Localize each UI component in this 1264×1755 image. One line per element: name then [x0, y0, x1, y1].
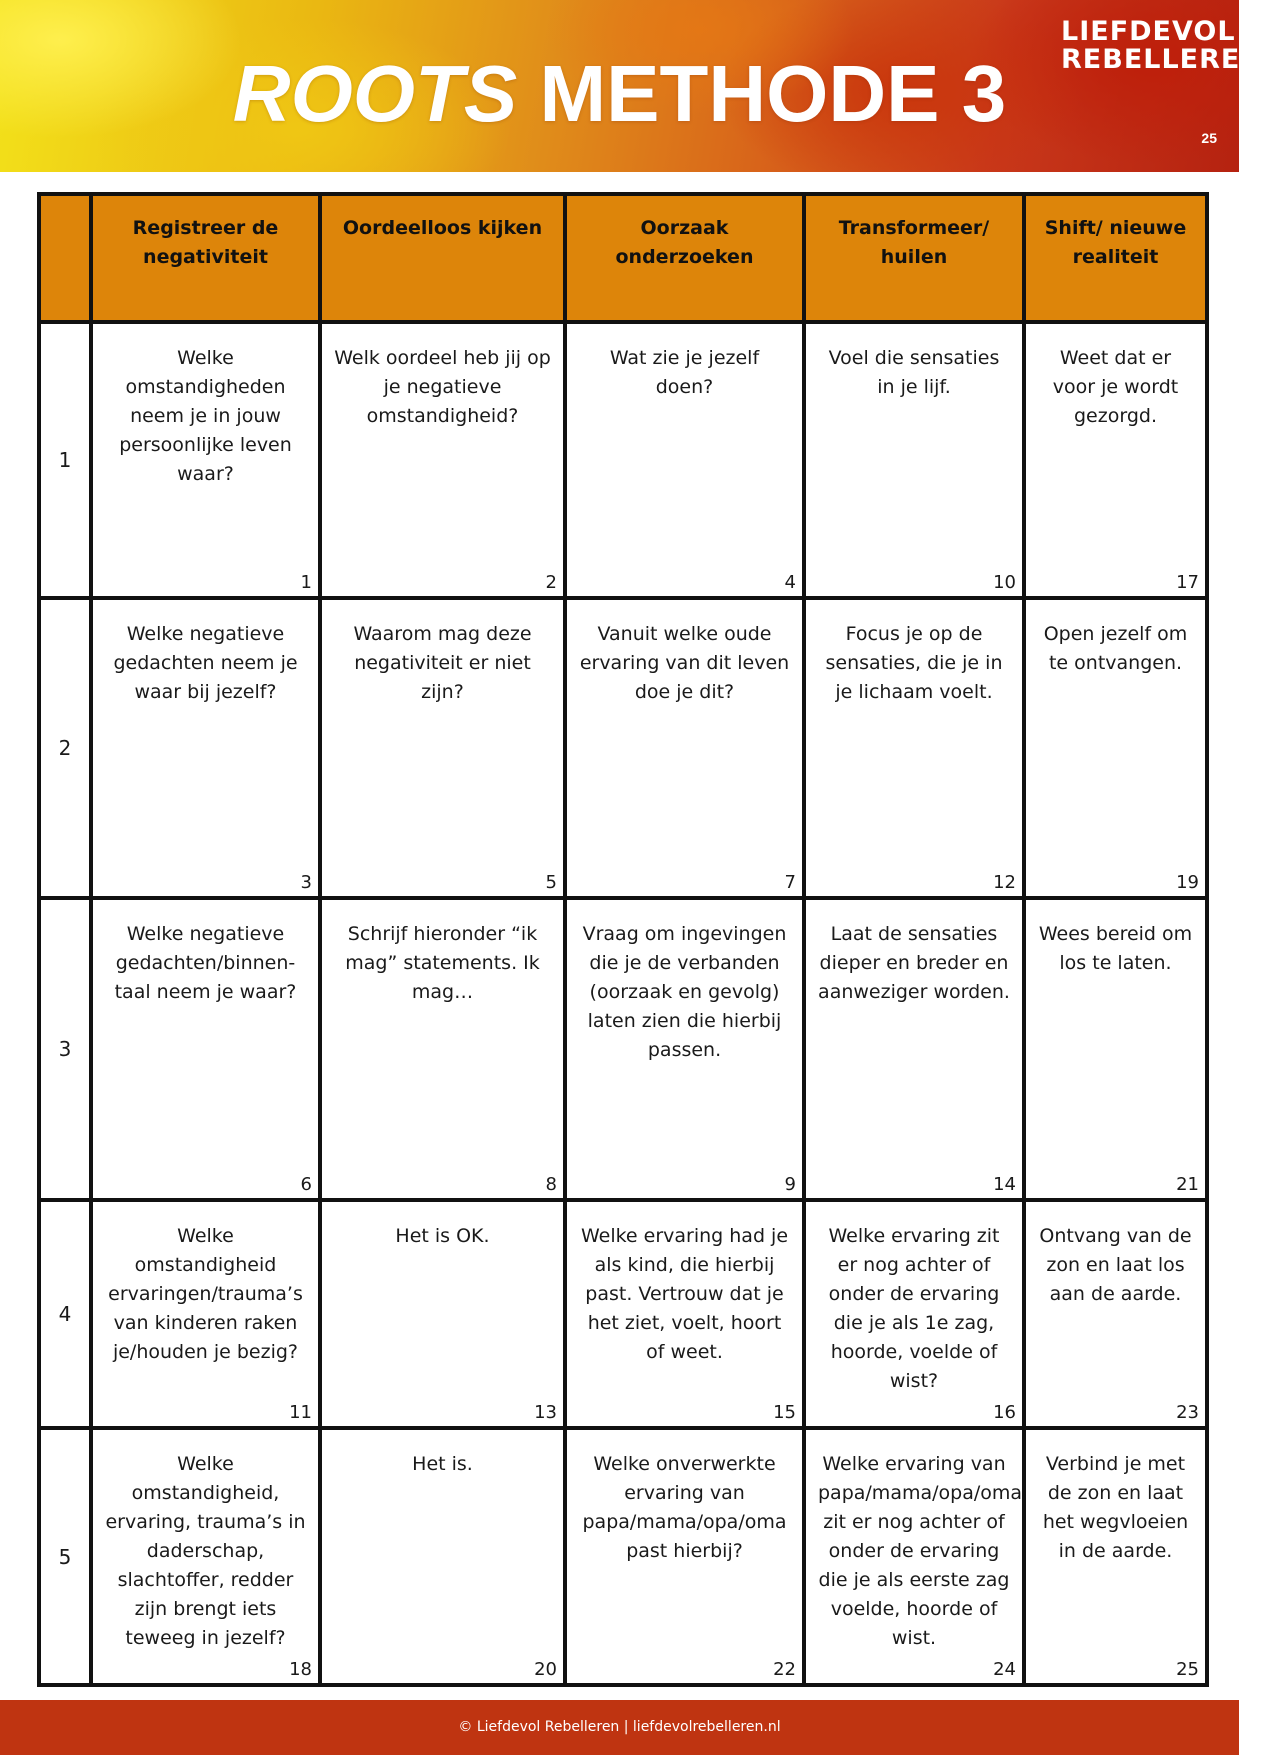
table-cell — [320, 322, 565, 598]
header-banner — [0, 0, 1264, 172]
cell-step-number: 1 — [300, 572, 312, 593]
cell-step-number: 4 — [784, 572, 796, 593]
cell-question: Focus je op de sensaties, die je in je lichaam voelt. — [825, 623, 1003, 703]
cell-step-number: 25 — [1176, 1659, 1199, 1680]
cell-step-number: 13 — [534, 1402, 557, 1423]
cell-question: Ontvang van de zon en laat los aan de aarde. — [1039, 1225, 1192, 1305]
table-cell — [804, 322, 1024, 598]
method-table — [37, 192, 1209, 1687]
page-title-italic: ROOTS — [232, 49, 518, 138]
cell-question: Het is OK. — [395, 1225, 490, 1247]
table-cell — [320, 598, 565, 898]
row-label: 3 — [39, 898, 91, 1200]
cell-step-number: 14 — [993, 1174, 1016, 1195]
cell-step-number: 3 — [300, 872, 312, 893]
table-cell — [1024, 598, 1207, 898]
cell-question: Wees bereid om los te laten. — [1038, 923, 1193, 974]
table-cell — [91, 1200, 320, 1428]
cell-step-number: 18 — [289, 1659, 312, 1680]
cell-question: Welk oordeel heb jij op je negatieve omstandigheid? — [334, 347, 551, 427]
cell-question: Welke ervaring van papa/mama/opa/oma zit er nog achter of onder de ervaring die je als eerste zag voelde, hoorde of wist. — [818, 1453, 1023, 1649]
table-cell — [804, 898, 1024, 1200]
table-cell — [1024, 898, 1207, 1200]
table-cell — [804, 1428, 1024, 1685]
cell-question: Welke omstandigheid ervaringen/trauma’s van kinderen raken je/houden je bezig? — [108, 1225, 303, 1363]
cell-question: Laat de sensaties dieper en breder en aanweziger worden. — [818, 923, 1010, 1003]
cell-step-number: 5 — [545, 872, 557, 893]
cell-step-number: 17 — [1176, 572, 1199, 593]
table-cell — [565, 898, 804, 1200]
page-number: 25 — [1201, 130, 1217, 146]
table-cell — [91, 598, 320, 898]
page-title — [0, 44, 1264, 142]
cell-question: Waarom mag deze negativiteit er niet zijn? — [353, 623, 532, 703]
cell-question: Welke onverwerkte ervaring van papa/mama/opa/oma past hierbij? — [582, 1453, 787, 1562]
cell-question: Weet dat er voor je wordt gezorgd. — [1052, 347, 1179, 427]
table-row — [39, 1428, 1207, 1685]
table-row — [39, 598, 1207, 898]
cell-step-number: 15 — [773, 1402, 796, 1423]
row-label: 4 — [39, 1200, 91, 1428]
table-cell — [320, 1428, 565, 1685]
table-cell — [565, 598, 804, 898]
cell-step-number: 9 — [784, 1174, 796, 1195]
cell-question: Schrijf hieronder “ik mag” statements. Ik mag… — [345, 923, 540, 1003]
table-cell — [1024, 1428, 1207, 1685]
column-header-transformeer: Transformeer/ huilen — [804, 194, 1024, 322]
cell-question: Welke negatieve gedachten/binnen-taal neem je waar? — [114, 923, 297, 1003]
table-cell — [565, 322, 804, 598]
table-cell — [1024, 322, 1207, 598]
column-header-oorzaak: Oorzaak onderzoeken — [565, 194, 804, 322]
table-cell — [565, 1200, 804, 1428]
brand-line-1: LIEFDEVOL — [1061, 16, 1236, 47]
table-cell — [804, 1200, 1024, 1428]
table-cell — [320, 1200, 565, 1428]
cell-question: Welke ervaring zit er nog achter of onder de ervaring die je als 1e zag, hoorde, voelde of wist? — [828, 1225, 1000, 1392]
table-cell — [565, 1428, 804, 1685]
column-header-corner — [39, 194, 91, 322]
table-cell — [1024, 1200, 1207, 1428]
row-label: 2 — [39, 598, 91, 898]
table-row — [39, 898, 1207, 1200]
cell-step-number: 21 — [1176, 1174, 1199, 1195]
cell-step-number: 10 — [993, 572, 1016, 593]
column-header-registreer: Registreer de negativiteit — [91, 194, 320, 322]
row-label: 1 — [39, 322, 91, 598]
cell-question: Het is. — [412, 1453, 473, 1475]
footer-text: © Liefdevol Rebelleren | liefdevolrebelleren.nl — [458, 1719, 781, 1735]
cell-step-number: 23 — [1176, 1402, 1199, 1423]
cell-step-number: 16 — [993, 1402, 1016, 1423]
cell-step-number: 24 — [993, 1659, 1016, 1680]
cell-question: Vraag om ingevingen die je de verbanden (oorzaak en gevolg) laten zien die hierbij passen. — [582, 923, 787, 1061]
cell-step-number: 12 — [993, 872, 1016, 893]
cell-step-number: 11 — [289, 1402, 312, 1423]
cell-question: Welke ervaring had je als kind, die hierbij past. Vertrouw dat je het ziet, voelt, hoort of weet. — [580, 1225, 789, 1363]
cell-question: Welke omstandigheid, ervaring, trauma’s in daderschap, slachtoffer, redder zijn brengt iets teweeg in jezelf? — [105, 1453, 306, 1649]
cell-step-number: 6 — [300, 1174, 312, 1195]
table-cell — [91, 322, 320, 598]
cell-question: Verbind je met de zon en laat het wegvloeien in de aarde. — [1042, 1453, 1189, 1562]
cell-question: Voel die sensaties in je lijf. — [828, 347, 1000, 398]
column-header-shift: Shift/ nieuwe realiteit — [1024, 194, 1207, 322]
brand-logo — [1061, 16, 1264, 75]
cell-step-number: 19 — [1176, 872, 1199, 893]
page-title-rest: METHODE 3 — [517, 49, 1007, 138]
footer-bar — [0, 1700, 1239, 1755]
column-header-oordeelloos: Oordeelloos kijken — [320, 194, 565, 322]
cell-step-number: 8 — [545, 1174, 557, 1195]
table-row — [39, 322, 1207, 598]
cell-step-number: 2 — [545, 572, 557, 593]
row-label: 5 — [39, 1428, 91, 1685]
cell-step-number: 7 — [784, 872, 796, 893]
brand-line-2: REBELLEREN — [1061, 44, 1264, 75]
table-row — [39, 1200, 1207, 1428]
cell-question: Welke negatieve gedachten neem je waar bij jezelf? — [113, 623, 298, 703]
table-cell — [91, 898, 320, 1200]
cell-step-number: 20 — [534, 1659, 557, 1680]
table-cell — [91, 1428, 320, 1685]
table-cell — [320, 898, 565, 1200]
cell-question: Wat zie je jezelf doen? — [609, 347, 760, 398]
cell-question: Open jezelf om te ontvangen. — [1043, 623, 1188, 674]
table-header-row — [39, 194, 1207, 322]
cell-question: Welke omstandigheden neem je in jouw persoonlijke leven waar? — [119, 347, 292, 485]
cell-step-number: 22 — [773, 1659, 796, 1680]
cell-question: Vanuit welke oude ervaring van dit leven doe je dit? — [579, 623, 790, 703]
table-cell — [804, 598, 1024, 898]
